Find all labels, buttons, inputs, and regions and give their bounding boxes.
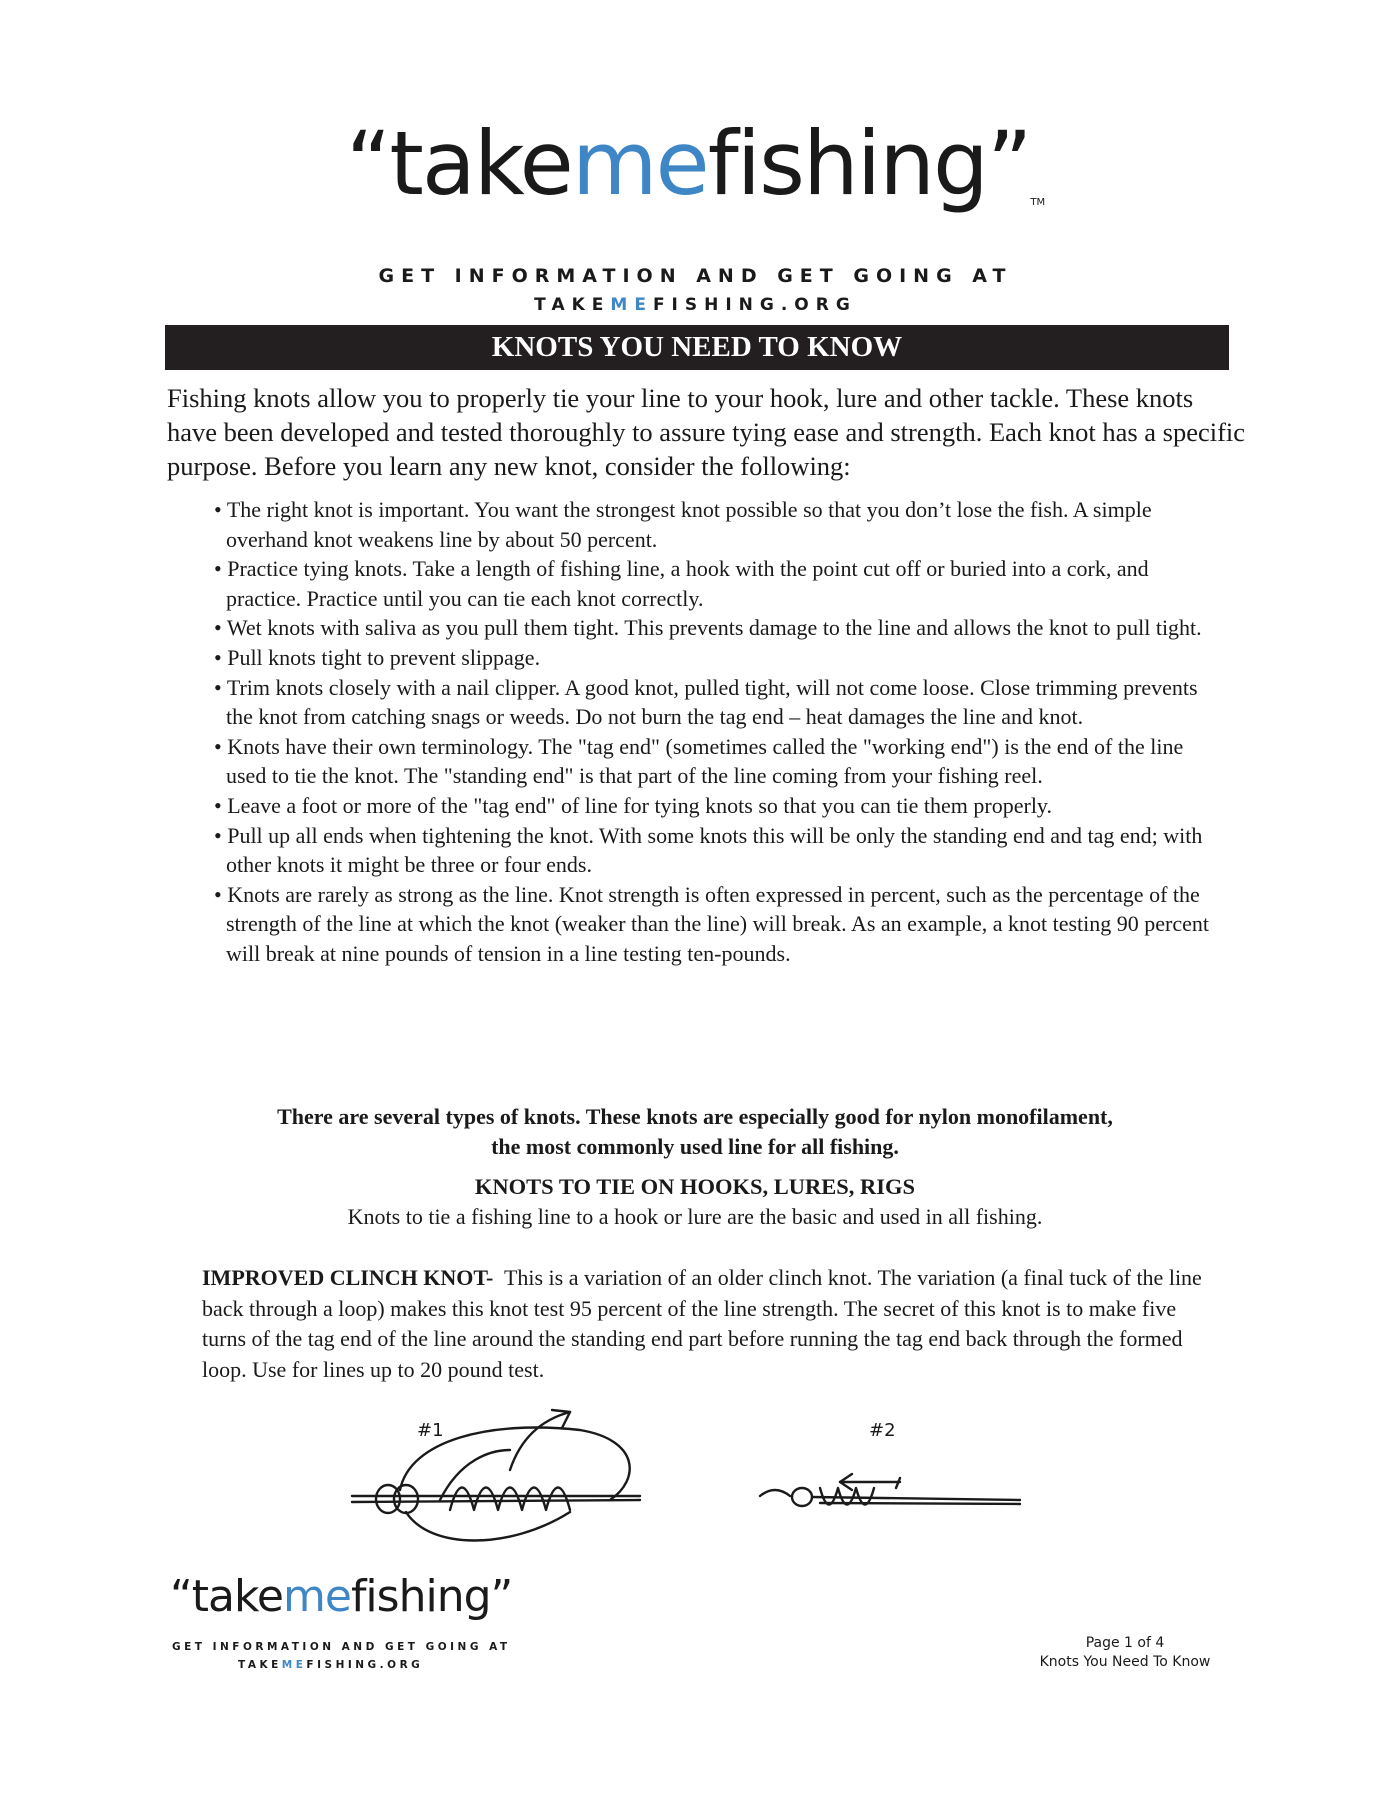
header-website: TAKEMEFISHING.ORG xyxy=(534,295,857,315)
list-item: • The right knot is important. You want the strongest knot possible so that you don’t lose the fish. A simple overhand knot weakens line by about 50 percent. xyxy=(214,497,1152,552)
knot-name: IMPROVED CLINCH KNOT- xyxy=(202,1265,494,1290)
page-title-bar: KNOTS YOU NEED TO KNOW xyxy=(165,325,1229,370)
section-title: KNOTS TO TIE ON HOOKS, LURES, RIGS xyxy=(474,1174,916,1199)
footer-website: TAKEMEFISHING.ORG xyxy=(238,1659,424,1671)
knot-types-summary: There are several types of knots. These knots are especially good for nylon monofilament, the most commonly used line for all fishing. xyxy=(277,1104,1113,1159)
list-item: • Practice tying knots. Take a length of fishing line, a hook with the point cut off or buried into a cork, and practice. Practice until you can tie each knot correctly. xyxy=(214,556,1149,611)
list-item: • Trim knots closely with a nail clipper. A good knot, pulled tight, will not come loose. Close trimming prevents the knot from catching snags or weeds. Do not burn the tag end – heat damages the line and knot. xyxy=(214,674,1198,730)
list-item: • Pull up all ends when tightening the knot. With some knots this will be only the standing end and tag end; with other knots it might be three or four ends. xyxy=(214,822,1203,878)
header-tagline: GET INFORMATION AND GET GOING AT xyxy=(378,265,1013,287)
figure-label-2: #2 xyxy=(869,1420,896,1441)
trademark-mark: TM xyxy=(1030,197,1046,208)
document-title: Knots You Need To Know xyxy=(1039,1654,1211,1670)
page-info xyxy=(1000,1634,1250,1672)
page-number: Page 1 of 4 xyxy=(1085,1635,1165,1651)
tips-list xyxy=(214,495,1214,969)
list-item: • Wet knots with saliva as you pull them tight. This prevents damage to the line and allows the knot to pull tight. xyxy=(214,615,1202,641)
footer-tagline: GET INFORMATION AND GET GOING AT xyxy=(172,1641,511,1653)
list-item: • Knots have their own terminology. The "tag end" (sometimes called the "working end") is the end of the line used to tie the knot. The "standing end" is that part of the line coming from your fishing reel. xyxy=(214,733,1184,789)
takemefishing-logo: “takemefishing”TM xyxy=(345,112,1046,215)
section-description: Knots to tie a fishing line to a hook or lure are the basic and used in all fishing. xyxy=(347,1204,1043,1229)
list-item: • Leave a foot or more of the "tag end" of line for tying knots so that you can tie them properly. xyxy=(214,792,1052,818)
list-item: • Pull knots tight to prevent slippage. xyxy=(214,644,541,670)
list-item: • Knots are rarely as strong as the line. Knot strength is often expressed in percent, such as the percentage of the strength of the line at which the knot (weaker than the line) will break. As an example, a knot testing 90 percent will break at nine pounds of tension in a line testing ten-pounds. xyxy=(214,881,1209,966)
improved-clinch-knot-illustration xyxy=(340,1400,1080,1565)
footer-logo: “takemefishing” xyxy=(170,1571,513,1622)
figure-label-1: #1 xyxy=(417,1420,444,1441)
improved-clinch-knot-description: IMPROVED CLINCH KNOT- This is a variation of an older clinch knot. The variation (a final tuck of the line back through a loop) makes this knot test 95 percent of the line strength. The secret of this knot is to make five turns of the tag end of the line around the standing end part before running the tag end back through the formed loop. Use for lines up to 20 pound test. xyxy=(202,1265,1202,1382)
intro-paragraph: Fishing knots allow you to properly tie your line to your hook, lure and other tackle. These knots have been developed and tested thoroughly to assure tying ease and strength. Each knot has a specific purpose. Before you learn any new knot, consider the following: xyxy=(167,383,1246,481)
